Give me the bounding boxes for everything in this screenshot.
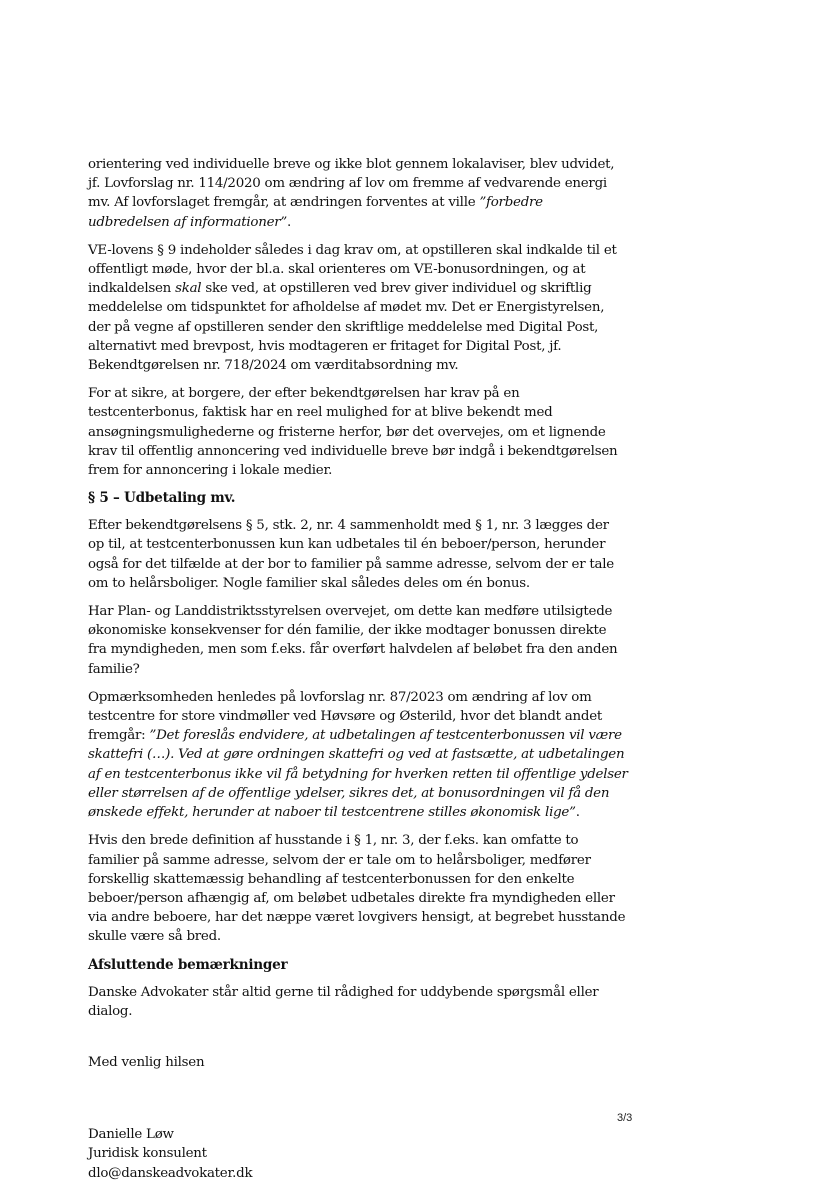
paragraph-text: . — [287, 214, 292, 230]
page-number: 3/3 — [617, 1112, 633, 1124]
signature-email[interactable]: dlo@danskeadvokater.dk — [88, 1165, 253, 1181]
paragraph-ve-law — [88, 241, 628, 375]
paragraph-text: VE-lovens § 9 indeholder således i dag krav om, at opstilleren skal indkalde til et offentligt møde, hvor der bl.a. skal orienteres om VE-bonusordningen, og at indkaldelsen — [88, 242, 617, 297]
paragraph-payment-question: Har Plan- og Landdistriktsstyrelsen overvejet, om dette kan medføre utilsigtede økonomiske konsekvenser for dén familie, der ikke modtager bonussen direkte fra myndigheden, men som f.eks. får overført halvdelen af beløbet fra den anden familie? — [88, 604, 618, 677]
signature-name: Danielle Løw — [88, 1127, 174, 1143]
document-body — [88, 155, 628, 1183]
paragraph-text: . — [575, 805, 580, 821]
section-heading-closing: Afsluttende bemærkninger — [88, 956, 288, 973]
signature-block — [88, 1125, 628, 1183]
quote-text: ”Det foreslås endvidere, at udbetalingen af testcenterbonussen vil være skattefri (…). Ved at gøre ordningen skattefri og ved at fastsætte, at udbetalingen af en testcenterbonus ikke vil få betydning for hverken retten til offentlige ydelser eller størrelsen af de offentlige ydelser, sikres det, at bonusordningen vil få den ønskede effekt, herunder at naboer til testcentrene stilles økonomisk lige” — [88, 728, 628, 821]
closing-greeting: Med venlig hilsen — [88, 1054, 205, 1070]
spacer — [88, 1081, 628, 1125]
signature-title: Juridisk konsulent — [88, 1146, 207, 1162]
paragraph-payment-rules: Efter bekendtgørelsens § 5, stk. 2, nr. 4 sammenholdt med § 1, nr. 3 lægges der op til, at testcenterbonussen kun kan udbetales til én beboer/person, herunder også for det tilfælde at der bor to familier på samme adresse, selvom der er tale om to helårsboliger. Nogle familier skal således deles om én bonus. — [88, 518, 614, 591]
quote-text: ”forbedre udbredelsen af informationer” — [88, 195, 543, 230]
paragraph-notification-law — [88, 155, 628, 232]
paragraph-recommendation: For at sikre, at borgere, der efter bekendtgørelsen har krav på en testcenterbonus, faktisk har en reel mulighed for at blive bekendt med ansøgningsmulighederne og fristerne herfor, bør det overvejes, om et lignende krav til offentlig annoncering ved individuelle breve bør indgå i bekendtgørelsen frem for annoncering i lokale medier. — [88, 386, 618, 479]
paragraph-contact-offer: Danske Advokater står altid gerne til rådighed for uddybende spørgsmål eller dialog. — [88, 984, 599, 1019]
paragraph-text: ske ved, at opstilleren ved brev giver individuel og skriftlig meddelelse om tidspunktet for afholdelse af mødet mv. Det er Energistyrelsen, der på vegne af opstilleren sender den skriftlige meddelelse med Digital Post, alternativt med brevpost, hvis modtageren er fritaget for Digital Post, jf. Bekendtgørelsen nr. 718/2024 om værditabsordning mv. — [88, 281, 605, 374]
section-heading-payment: § 5 – Udbetaling mv. — [88, 490, 236, 507]
paragraph-text: Opmærksomheden henledes på lovforslag nr. 87/2023 om ændring af lov om testcentre for store vindmøller ved Høvsøre og Østerild, hvor det blandt andet fremgår: — [88, 689, 603, 744]
paragraph-bill-reference — [88, 688, 628, 822]
spacer — [88, 1030, 628, 1053]
paragraph-text: orientering ved individuelle breve og ikke blot gennem lokalaviser, blev udvidet, jf. Lovforslag nr. 114/2020 om ændring af lov om fremme af vedvarende energi mv. Af lovforslaget fremgår, at ændringen forventes at ville — [88, 157, 615, 211]
paragraph-household-definition: Hvis den brede definition af husstande i § 1, nr. 3, der f.eks. kan omfatte to familier på samme adresse, selvom der er tale om to helårsboliger, medfører forskellig skattemæssig behandling af testcenterbonussen for den enkelte beboer/person afhængig af, om beløbet udbetales direkte fra myndigheden eller via andre beboere, har det næppe været lovgivers hensigt, at begrebet husstande skulle være så bred. — [88, 833, 626, 945]
emphasis-text: skal — [175, 281, 202, 297]
